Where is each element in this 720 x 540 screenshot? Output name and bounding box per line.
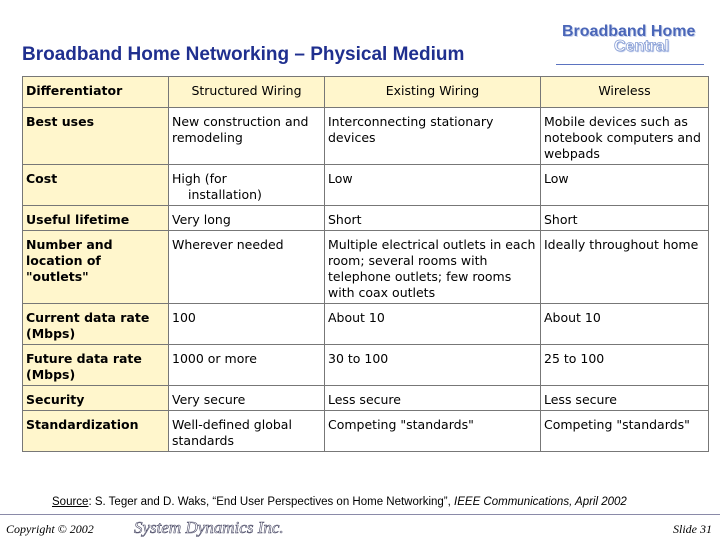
- row-label: Future data rate (Mbps): [23, 345, 169, 386]
- broadband-home-central-logo: [556, 20, 712, 70]
- row-label: Current data rate (Mbps): [23, 304, 169, 345]
- table-cell: Competing "standards": [325, 411, 541, 452]
- table-row: [23, 411, 709, 452]
- table-cell: Very long: [169, 206, 325, 231]
- table-cell: Short: [325, 206, 541, 231]
- logo-line1: Broadband Home: [562, 23, 696, 40]
- table-header-row: [23, 77, 709, 108]
- table-cell: Mobile devices such as notebook computers and webpads: [541, 108, 709, 165]
- header-structured-wiring: Structured Wiring: [169, 77, 325, 108]
- table-row: [23, 108, 709, 165]
- copyright-notice: Copyright © 2002: [6, 522, 94, 536]
- table-row: [23, 231, 709, 304]
- table-cell: 25 to 100: [541, 345, 709, 386]
- header-wireless: Wireless: [541, 77, 709, 108]
- row-label: Standardization: [23, 411, 169, 452]
- table-cell: Low: [325, 165, 541, 206]
- slide-number: Slide 31: [673, 522, 712, 536]
- table-row: [23, 386, 709, 411]
- table-row: [23, 206, 709, 231]
- table-cell: Interconnecting stationary devices: [325, 108, 541, 165]
- comparison-table: [22, 76, 709, 452]
- table-cell: 100: [169, 304, 325, 345]
- table-cell: About 10: [541, 304, 709, 345]
- table-cell: Less secure: [541, 386, 709, 411]
- logo-underline: [556, 64, 704, 65]
- table-cell: Very secure: [169, 386, 325, 411]
- slide-title: Broadband Home Networking – Physical Medium: [22, 44, 465, 65]
- row-label: Useful lifetime: [23, 206, 169, 231]
- table-row: [23, 345, 709, 386]
- row-label: Number and location of "outlets": [23, 231, 169, 304]
- company-name: System Dynamics Inc.: [134, 518, 284, 537]
- source-publication: IEEE Communications, April 2002: [454, 496, 627, 508]
- table-cell: 30 to 100: [325, 345, 541, 386]
- table-cell: Wherever needed: [169, 231, 325, 304]
- table-cell: Short: [541, 206, 709, 231]
- cost-line2: installation): [188, 187, 262, 202]
- footer-divider: [0, 514, 720, 515]
- cost-line1: High (for: [172, 171, 227, 186]
- table-cell: Low: [541, 165, 709, 206]
- table-cell: New construction and remodeling: [169, 108, 325, 165]
- source-citation: [52, 496, 627, 508]
- row-label: Security: [23, 386, 169, 411]
- header-existing-wiring: Existing Wiring: [325, 77, 541, 108]
- table-cell: Ideally throughout home: [541, 231, 709, 304]
- table-row: [23, 304, 709, 345]
- table-cell: [169, 165, 325, 206]
- table-cell: Multiple electrical outlets in each room; several rooms with telephone outlets; few rooms with coax outlets: [325, 231, 541, 304]
- source-authors: : S. Teger and D. Waks, “End User Perspectives on Home Networking”,: [88, 496, 451, 508]
- table-cell: Less secure: [325, 386, 541, 411]
- table-cell: Competing "standards": [541, 411, 709, 452]
- row-label: Best uses: [23, 108, 169, 165]
- table-cell: 1000 or more: [169, 345, 325, 386]
- source-label: Source: [52, 496, 89, 508]
- header-differentiator: Differentiator: [23, 77, 169, 108]
- table-cell: About 10: [325, 304, 541, 345]
- table-row: [23, 165, 709, 206]
- logo-line2: Central: [614, 38, 670, 55]
- table-cell: Well-defined global standards: [169, 411, 325, 452]
- row-label: Cost: [23, 165, 169, 206]
